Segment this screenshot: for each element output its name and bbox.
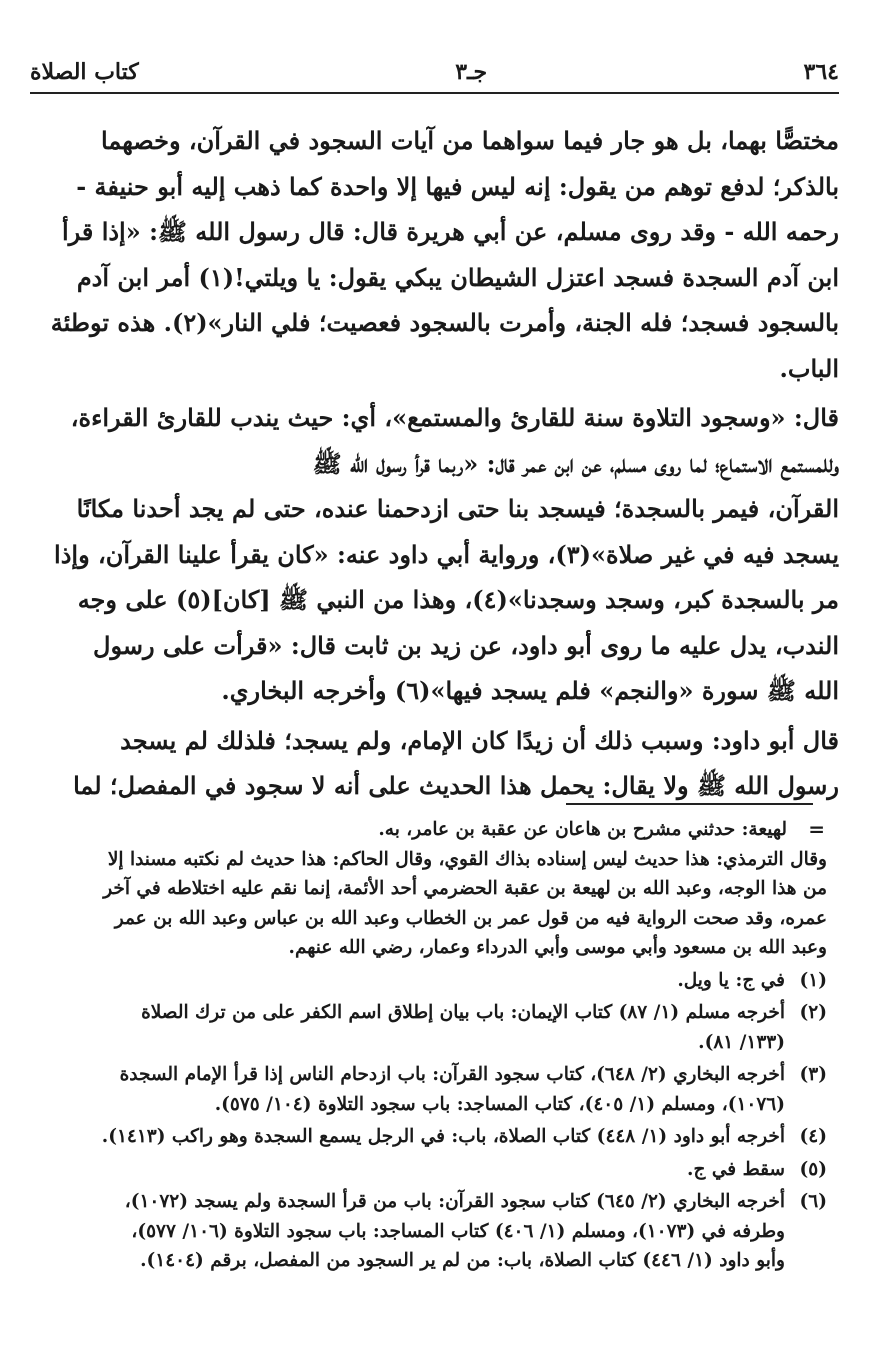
body-line: بالسجود فسجد؛ فله الجنة، وأمرت بالسجود فعصيت؛ فلي النار»(٢). هذه توطئة: [50, 308, 839, 337]
footnote-line: في ج: يا ويل.: [677, 969, 785, 991]
footnote-number: (١): [799, 969, 827, 991]
footnote-line: لهيعة: حدثني مشرح بن هاعان عن عقبة بن عامر، به.: [378, 819, 787, 840]
footnote-line: سقط في ج.: [687, 1158, 785, 1180]
footnote-4: [58, 1122, 827, 1152]
footnote-number: (٦): [799, 1191, 827, 1212]
footnotes-section: [58, 815, 827, 1276]
body-line: الباب.: [779, 353, 839, 383]
footnote-line: عمره، وقد صحت الرواية فيه من قول عمر بن الخطاب وعبد الله بن عباس وعبد الله بن عمر: [114, 907, 827, 929]
footnote-line: أخرجه البخاري (٢/ ٦٤٥) كتاب سجود القرآن: باب من قرأ السجدة ولم يسجد (١٠٧٢)،: [124, 1191, 785, 1212]
body-line: الندب، يدل عليه ما روى أبو داود، عن زيد بن ثابت قال: «قرأت على رسول: [93, 630, 839, 660]
main-text: [30, 118, 839, 809]
footnote-2: [58, 998, 827, 1057]
footnote-1: [58, 966, 827, 996]
body-line: الله ﷺ سورة «والنجم» فلم يسجد فيها»(٦) وأخرجه البخاري.: [221, 676, 839, 705]
running-header: [30, 52, 839, 94]
footnote-line: وعبد الله بن مسعود وأبي موسى وأبي الدرداء وعمار، رضي الله عنهم.: [288, 937, 827, 958]
volume-label: جـ٣: [455, 59, 488, 85]
footnote-line: (١٣٣/ ٨١).: [698, 1031, 785, 1053]
body-line: قال: «وسجود التلاوة سنة للقارئ والمستمع»، أي: حيث يندب للقارئ القراءة،: [70, 403, 839, 432]
footnote-line: وطرفه في (١٠٧٣)، ومسلم (١/ ٤٠٦) كتاب المساجد: باب سجود التلاوة (١٠٦/ ٥٧٧)،: [131, 1220, 785, 1242]
footnote-line: من هذا الوجه، وعبد الله بن لهيعة بن عقبة الحضرمي أحد الأئمة، إنما نقم عليه اختلاطه في آخر: [103, 878, 827, 899]
body-line: رحمه الله - وقد روى مسلم، عن أبي هريرة قال: قال رسول الله ﷺ: «إذا قرأ: [61, 217, 839, 246]
footnote-line: (١٠٧٦)، ومسلم (١/ ٤٠٥)، كتاب المساجد: باب سجود التلاوة (١٠٤/ ٥٧٥).: [214, 1093, 785, 1115]
footnote-line: وأبو داود (١/ ٤٤٦) كتاب الصلاة، باب: من لم ير السجود من المفصل، برقم (١٤٠٤).: [140, 1250, 785, 1271]
footnote-number: (٤): [799, 1126, 827, 1147]
footnote-6: [58, 1187, 827, 1276]
footnote-number: (٢): [799, 1002, 827, 1023]
footnote-line: أخرجه مسلم (١/ ٨٧) كتاب الإيمان: باب بيان إطلاق اسم الكفر على من ترك الصلاة: [141, 1002, 785, 1023]
footnote-line: أخرجه أبو داود (١/ ٤٤٨) كتاب الصلاة، باب: في الرجل يسمع السجدة وهو راكب (١٤١٣).: [101, 1126, 785, 1147]
footnote-number: (٥): [799, 1158, 827, 1180]
page-number: ٣٦٤: [803, 59, 839, 85]
body-line: قال أبو داود: وسبب ذلك أن زيدًا كان الإمام، ولم يسجد؛ فلذلك لم يسجد: [120, 725, 839, 755]
footnote-line: وقال الترمذي: هذا حديث ليس إسناده بذاك القوي، وقال الحاكم: هذا حديث لم نكتبه مسندا إلا: [107, 848, 827, 870]
body-line: القرآن، فيمر بالسجدة؛ فيسجد بنا حتى ازدحمنا عنده، حتى لم يجد أحدنا مكانًا: [76, 494, 839, 523]
body-line: وللمستمع الاستماع؛ لما روى مسلم، عن ابن عمر قال: «ربما قرأ رسول الله ﷺ: [312, 448, 839, 478]
body-line: بالذكر؛ لدفع توهم من يقول: إنه ليس فيها إلا واحدة كما ذهب إليه أبو حنيفة -: [76, 171, 839, 201]
footnote-line: أخرجه البخاري (٢/ ٦٤٨)، كتاب سجود القرآن: باب ازدحام الناس إذا قرأ الإمام السجدة: [119, 1064, 785, 1085]
body-line: مر بالسجدة كبر، وسجد وسجدنا»(٤)، وهذا من النبي ﷺ [كان](٥) على وجه: [77, 585, 839, 614]
chapter-title: كتاب الصلاة: [30, 59, 139, 85]
body-line: ابن آدم السجدة فسجد اعتزل الشيطان يبكي يقول: يا ويلتي!(١) أمر ابن آدم: [76, 262, 839, 292]
footnote-number: (٣): [799, 1064, 827, 1085]
body-line: مختصًّا بهما، بل هو جار فيما سواهما من آيات السجود في القرآن، وخصهما: [101, 126, 839, 155]
body-line: رسول الله ﷺ ولا يقال: يحمل هذا الحديث على أنه لا سجود في المفصل؛ لما: [73, 771, 839, 800]
footnote-continuation: [58, 815, 827, 845]
footnote-3: [58, 1060, 827, 1119]
body-line: يسجد فيه في غير صلاة»(٣)، ورواية أبي داود عنه: «كان يقرأ علينا القرآن، وإذا: [54, 539, 839, 569]
footnote-5: [58, 1155, 827, 1185]
footnote-separator: [566, 803, 813, 805]
continuation-marker: =: [808, 817, 825, 841]
